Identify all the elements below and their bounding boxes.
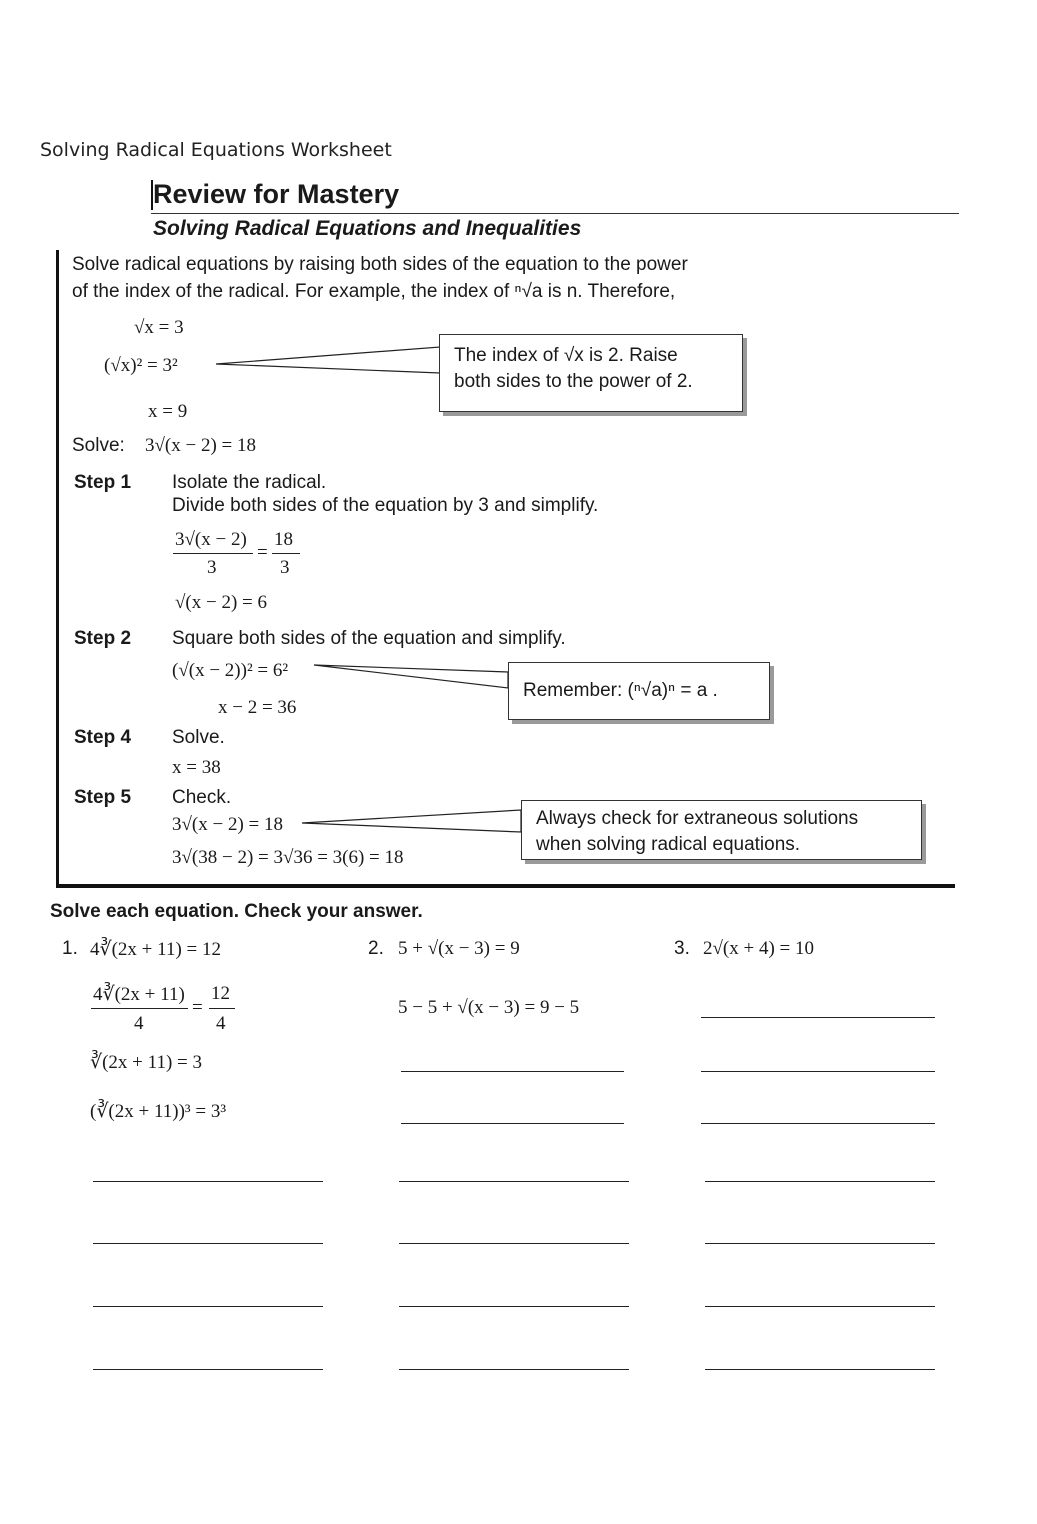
review-title: Review for Mastery <box>153 179 400 209</box>
problem-1-fraction-left-numerator: 4∛(2x + 11) <box>93 984 185 1005</box>
step-1-fraction-left-denominator: 3 <box>207 557 217 578</box>
review-subtitle: Solving Radical Equations and Inequalities <box>153 217 582 240</box>
step-1-fraction-right-denominator: 3 <box>280 557 290 578</box>
problem-2-step-1: 5 − 5 + √(x − 3) = 9 − 5 <box>398 997 580 1018</box>
answer-line[interactable] <box>705 1369 935 1370</box>
problem-1-fraction-left-denominator: 4 <box>134 1013 144 1034</box>
answer-line[interactable] <box>705 1243 935 1244</box>
step-4-text: Solve. <box>172 727 225 748</box>
worksheet-title: Solving Radical Equations Worksheet <box>40 139 392 161</box>
problem-1-equation: 4∛(2x + 11) = 12 <box>90 939 221 960</box>
step-1-fraction-left-bar <box>173 553 253 554</box>
answer-line[interactable] <box>401 1123 624 1124</box>
step-1-fraction-right-numerator: 18 <box>274 529 293 550</box>
step-5-equation-1: 3√(x − 2) = 18 <box>172 814 284 835</box>
problem-1-fraction-right-bar <box>209 1008 235 1009</box>
problem-3-number: 3. <box>674 938 690 959</box>
answer-line[interactable] <box>705 1306 935 1307</box>
callout-remember <box>508 662 770 720</box>
callout-check-line-2: when solving radical equations. <box>536 834 801 855</box>
callout-check <box>521 800 922 860</box>
problem-1-fraction-right-denominator: 4 <box>216 1013 226 1034</box>
step-2-equation-1: (√(x − 2))² = 6² <box>172 660 289 681</box>
example-eq-3: x = 9 <box>148 401 188 422</box>
step-1-fraction-right-bar <box>272 553 300 554</box>
answer-line[interactable] <box>705 1181 935 1182</box>
solve-label: Solve: <box>72 435 125 456</box>
step-1-fraction-left-numerator: 3√(x − 2) <box>175 529 247 550</box>
step-1-text-1: Isolate the radical. <box>172 472 327 493</box>
example-eq-2: (√x)² = 3² <box>104 355 178 376</box>
intro-line-2: of the index of the radical. For example, the index of ⁿ√a is n. Therefore, <box>72 281 676 302</box>
answer-line[interactable] <box>399 1181 629 1182</box>
step-1-equals: = <box>257 542 268 563</box>
problem-1-step-2: ∛(2x + 11) = 3 <box>90 1052 202 1073</box>
title-rule <box>151 213 959 214</box>
answer-line[interactable] <box>701 1123 935 1124</box>
problem-2-number: 2. <box>368 938 384 959</box>
answer-line[interactable] <box>399 1306 629 1307</box>
answer-line[interactable] <box>93 1181 323 1182</box>
problem-2-equation: 5 + √(x − 3) = 9 <box>398 938 520 959</box>
problem-1-fraction-left-bar <box>91 1008 188 1009</box>
step-1-text-2: Divide both sides of the equation by 3 and simplify. <box>172 495 599 516</box>
step-2-text: Square both sides of the equation and simplify. <box>172 628 566 649</box>
step-1-label: Step 1 <box>74 472 132 493</box>
problem-3-equation: 2√(x + 4) = 10 <box>703 938 815 959</box>
answer-line[interactable] <box>93 1306 323 1307</box>
step-4-label: Step 4 <box>74 727 132 748</box>
step-5-label: Step 5 <box>74 787 132 808</box>
problem-1-equals: = <box>192 997 203 1018</box>
callout-index-line-2: both sides to the power of 2. <box>454 371 693 392</box>
problem-1-step-3: (∛(2x + 11))³ = 3³ <box>90 1101 227 1122</box>
callout-index-line-1: The index of √x is 2. Raise <box>454 345 678 366</box>
answer-line[interactable] <box>701 1071 935 1072</box>
answer-line[interactable] <box>401 1071 624 1072</box>
callout-remember-text: Remember: (ⁿ√a)ⁿ = a . <box>523 680 718 701</box>
answer-line[interactable] <box>399 1243 629 1244</box>
answer-line[interactable] <box>701 1017 935 1018</box>
callout-index <box>439 334 743 412</box>
answer-line[interactable] <box>93 1369 323 1370</box>
problem-1-fraction-right-numerator: 12 <box>211 983 230 1004</box>
step-1-result: √(x − 2) = 6 <box>175 592 268 613</box>
step-5-text: Check. <box>172 787 232 808</box>
intro-line-1: Solve radical equations by raising both sides of the equation to the power <box>72 254 688 275</box>
answer-line[interactable] <box>93 1243 323 1244</box>
review-box-bottom-border <box>56 884 955 888</box>
exercises-heading: Solve each equation. Check your answer. <box>50 901 423 922</box>
example-eq-1: √x = 3 <box>134 317 184 338</box>
step-5-equation-2: 3√(38 − 2) = 3√36 = 3(6) = 18 <box>172 847 404 868</box>
review-box-left-border <box>56 250 59 887</box>
answer-line[interactable] <box>399 1369 629 1370</box>
callout-check-line-1: Always check for extraneous solutions <box>536 808 859 829</box>
step-4-equation: x = 38 <box>172 757 221 778</box>
problem-1-number: 1. <box>62 938 78 959</box>
solve-equation: 3√(x − 2) = 18 <box>145 435 257 456</box>
step-2-equation-2: x − 2 = 36 <box>218 697 297 718</box>
step-2-label: Step 2 <box>74 628 132 649</box>
